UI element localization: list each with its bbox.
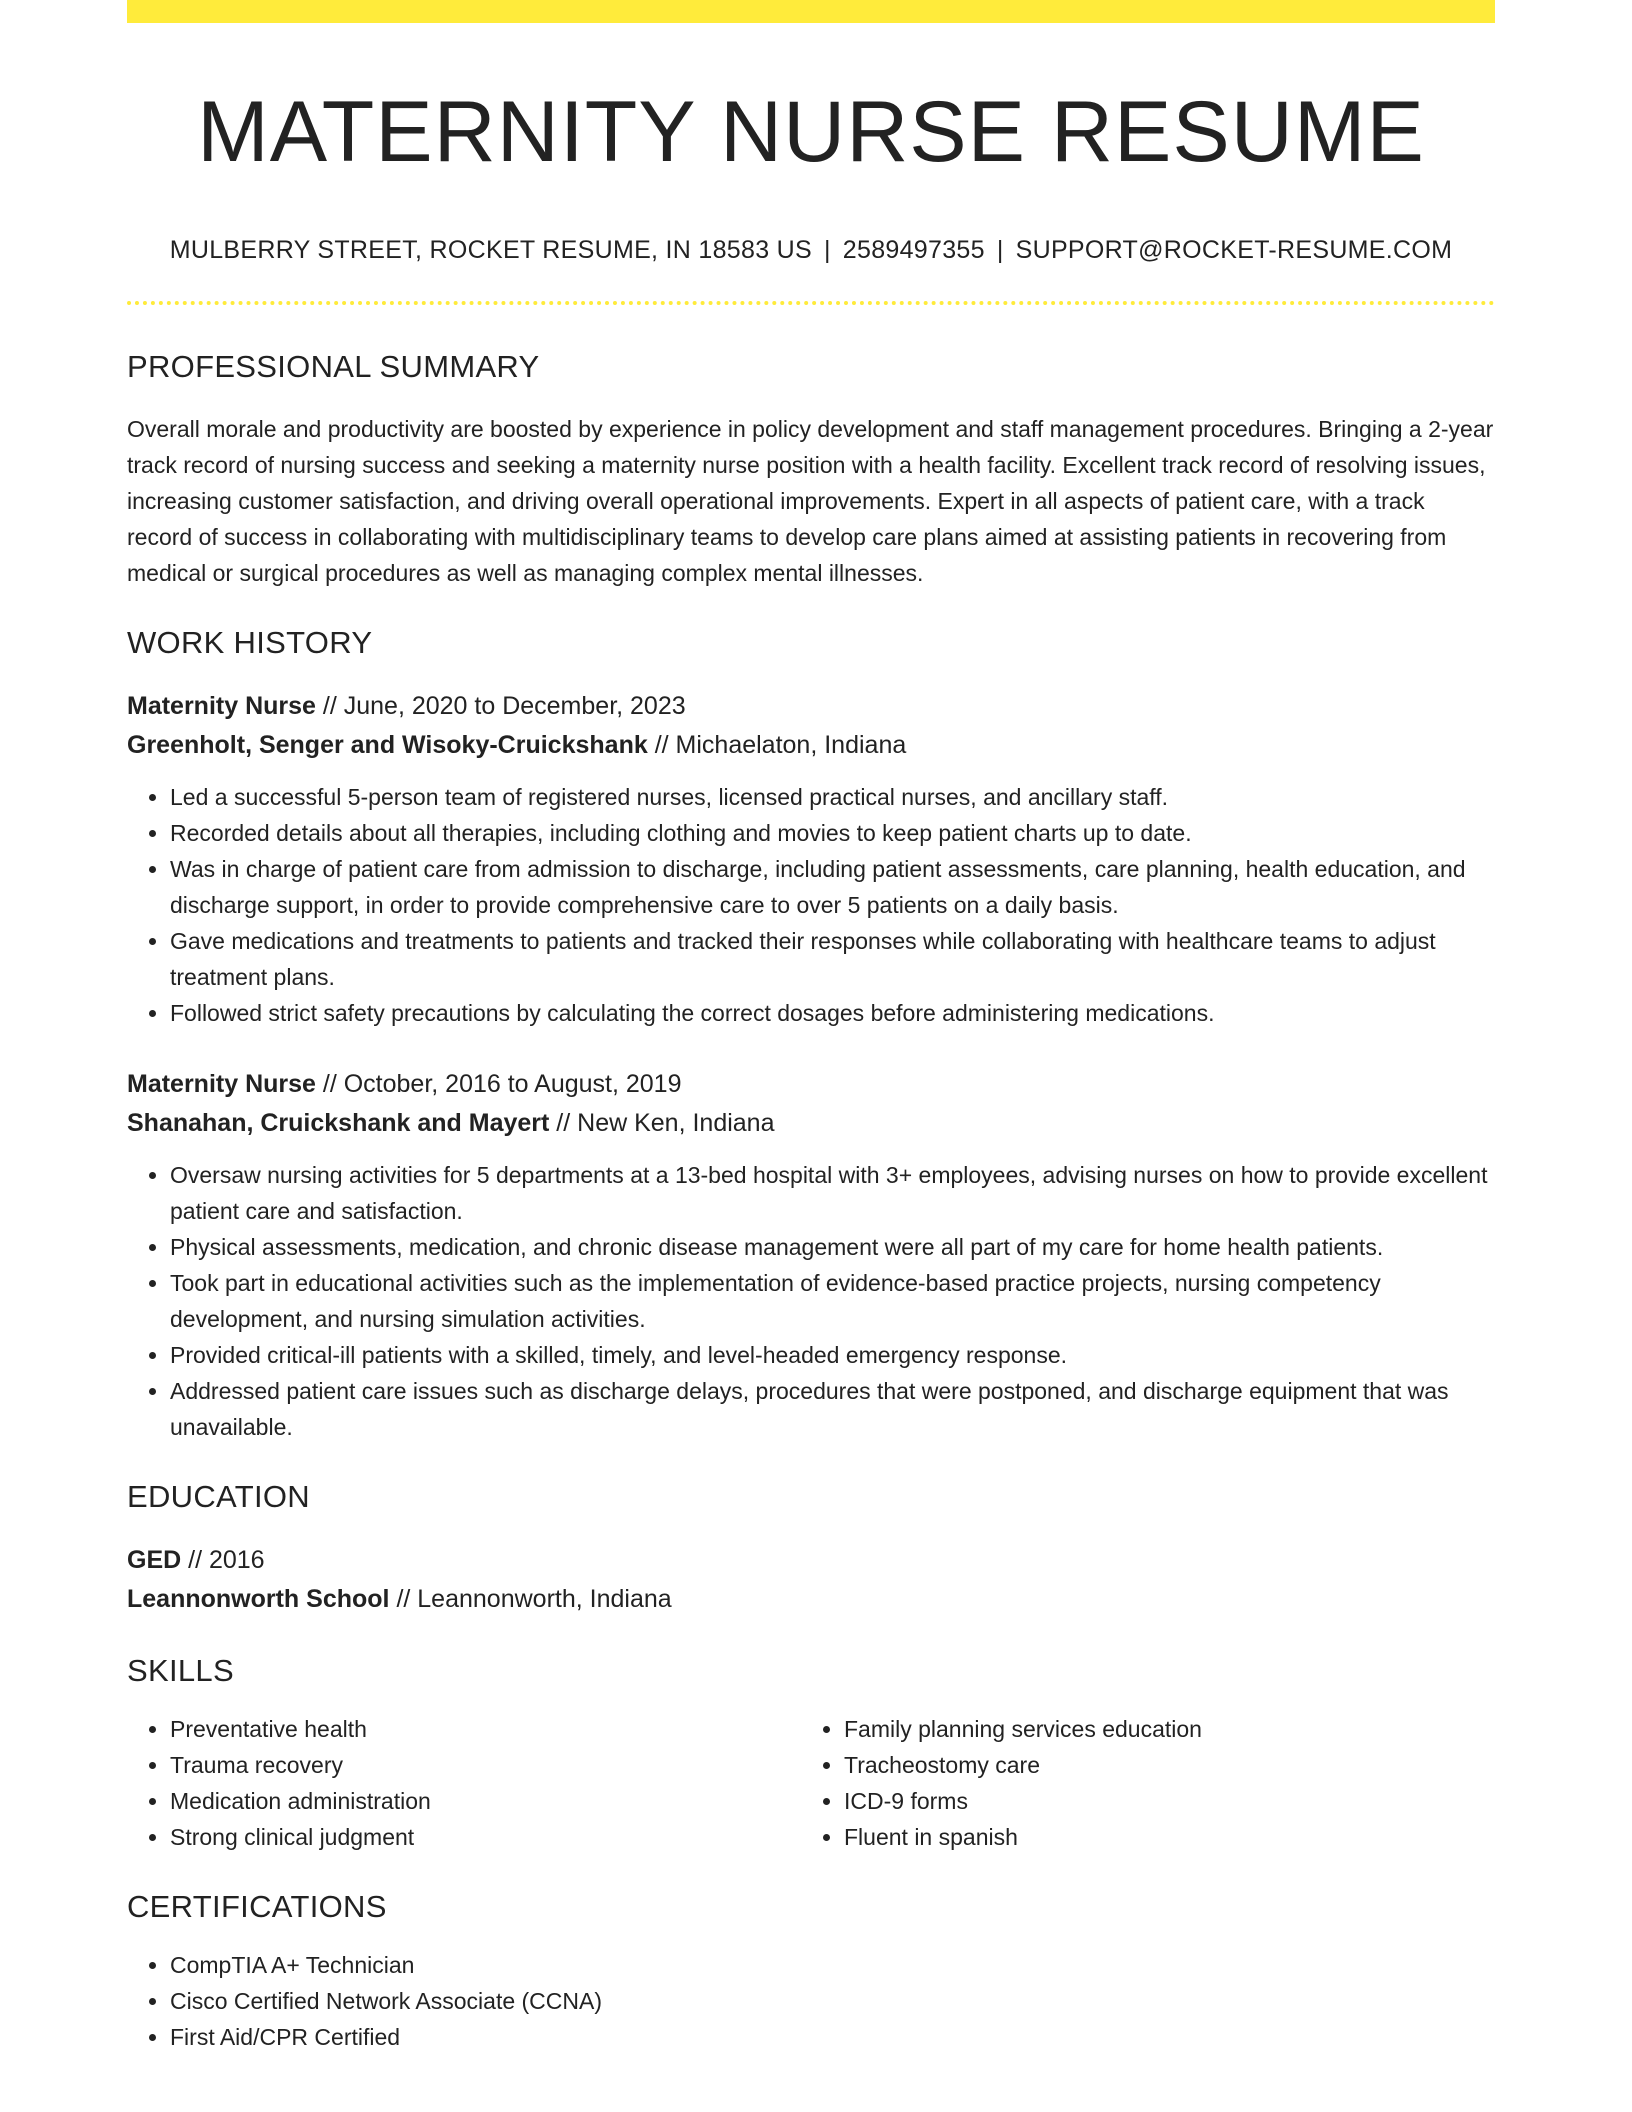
skill-item: • Preventative health — [170, 1711, 801, 1747]
contact-phone: 2589497355 — [842, 235, 985, 264]
job-entry — [127, 1065, 1495, 1445]
list-item: • Took part in educational activities such as the implementation of evidence-based practice projects, nursing competency development, and nursing simulation activities. — [170, 1265, 1495, 1337]
job-dates: // June, 2020 to December, 2023 — [315, 691, 686, 720]
job-title-line — [127, 1065, 1495, 1104]
skills-column-left — [127, 1711, 801, 1855]
contact-email[interactable]: SUPPORT@ROCKET-RESUME.COM — [1015, 235, 1453, 264]
dotted-divider — [127, 301, 1495, 305]
certification-item: • CompTIA A+ Technician — [170, 1947, 1495, 1983]
top-accent-bar — [127, 0, 1495, 23]
skill-item: • Family planning services education — [844, 1711, 1475, 1747]
skills-grid — [127, 1711, 1495, 1855]
certification-item: • Cisco Certified Network Associate (CCNA) — [170, 1983, 1495, 2019]
education-heading: EDUCATION — [127, 1478, 310, 1514]
resume-title: MATERNITY NURSE RESUME — [197, 84, 1425, 180]
education-degree: GED — [127, 1545, 182, 1574]
certifications-list — [127, 1947, 1495, 2055]
job-title: Maternity Nurse — [127, 1069, 316, 1098]
summary-heading: PROFESSIONAL SUMMARY — [127, 348, 540, 384]
skill-item: • Fluent in spanish — [844, 1819, 1475, 1855]
skill-item: • Tracheostomy care — [844, 1747, 1475, 1783]
certifications-heading: CERTIFICATIONS — [127, 1888, 387, 1924]
contact-separator: | — [996, 235, 1004, 264]
resume-page — [127, 0, 1495, 2055]
summary-text: Overall morale and productivity are boosted by experience in policy development and staff management procedures. Bringing a 2-year track record of nursing success and seeking a maternity nurse position with a health facility. Excellent track record of resolving issues, increasing customer satisfaction, and driving overall operational improvements. Expert in all aspects of patient care, with a track record of success in collaborating with multidisciplinary teams to develop care plans aimed at assisting patients in recovering from medical or surgical procedures as well as managing complex mental illnesses. — [127, 415, 1494, 586]
contact-separator: | — [823, 235, 831, 264]
list-item: • Recorded details about all therapies, including clothing and movies to keep patient charts up to date. — [170, 815, 1495, 851]
contact-line — [127, 236, 1495, 265]
skill-item: • Strong clinical judgment — [170, 1819, 801, 1855]
education-location: // Leannonworth, Indiana — [389, 1584, 672, 1613]
skill-item: • ICD-9 forms — [844, 1783, 1475, 1819]
job-location: // Michaelaton, Indiana — [647, 730, 907, 759]
work-history-heading: WORK HISTORY — [127, 624, 373, 660]
list-item: • Gave medications and treatments to patients and tracked their responses while collaborating with healthcare teams to adjust treatment plans. — [170, 923, 1495, 995]
certification-item: • First Aid/CPR Certified — [170, 2019, 1495, 2055]
education-entry — [127, 1541, 1495, 1619]
list-item: • Physical assessments, medication, and chronic disease management were all part of my care for home health patients. — [170, 1229, 1495, 1265]
job-employer-line — [127, 1104, 1495, 1143]
job-employer: Shanahan, Cruickshank and Mayert — [127, 1108, 550, 1137]
skills-column-right — [801, 1711, 1475, 1855]
education-school: Leannonworth School — [127, 1584, 390, 1613]
skills-heading: SKILLS — [127, 1652, 234, 1688]
job-bullets — [127, 779, 1495, 1031]
list-item: • Provided critical-ill patients with a skilled, timely, and level-headed emergency response. — [170, 1337, 1495, 1373]
job-title: Maternity Nurse — [127, 691, 316, 720]
job-title-line — [127, 687, 1495, 726]
list-item: • Addressed patient care issues such as discharge delays, procedures that were postponed, and discharge equipment that was unavailable. — [170, 1373, 1495, 1445]
list-item: • Was in charge of patient care from admission to discharge, including patient assessments, care planning, health education, and discharge support, in order to provide comprehensive care to over 5 patients on a daily basis. — [170, 851, 1495, 923]
job-location: // New Ken, Indiana — [549, 1108, 775, 1137]
skill-item: • Medication administration — [170, 1783, 801, 1819]
contact-address: MULBERRY STREET, ROCKET RESUME, IN 18583 US — [169, 235, 812, 264]
job-employer: Greenholt, Senger and Wisoky-Cruickshank — [127, 730, 648, 759]
job-employer-line — [127, 726, 1495, 765]
list-item: • Followed strict safety precautions by calculating the correct dosages before administering medications. — [170, 995, 1495, 1031]
education-year: // 2016 — [181, 1545, 265, 1574]
education-school-line — [127, 1580, 1495, 1619]
list-item: • Led a successful 5-person team of registered nurses, licensed practical nurses, and ancillary staff. — [170, 779, 1495, 815]
job-dates: // October, 2016 to August, 2019 — [315, 1069, 682, 1098]
job-entry — [127, 687, 1495, 1031]
skill-item: • Trauma recovery — [170, 1747, 801, 1783]
list-item: • Oversaw nursing activities for 5 departments at a 13-bed hospital with 3+ employees, advising nurses on how to provide excellent patient care and satisfaction. — [170, 1157, 1495, 1229]
job-bullets — [127, 1157, 1495, 1445]
education-degree-line — [127, 1541, 1495, 1580]
